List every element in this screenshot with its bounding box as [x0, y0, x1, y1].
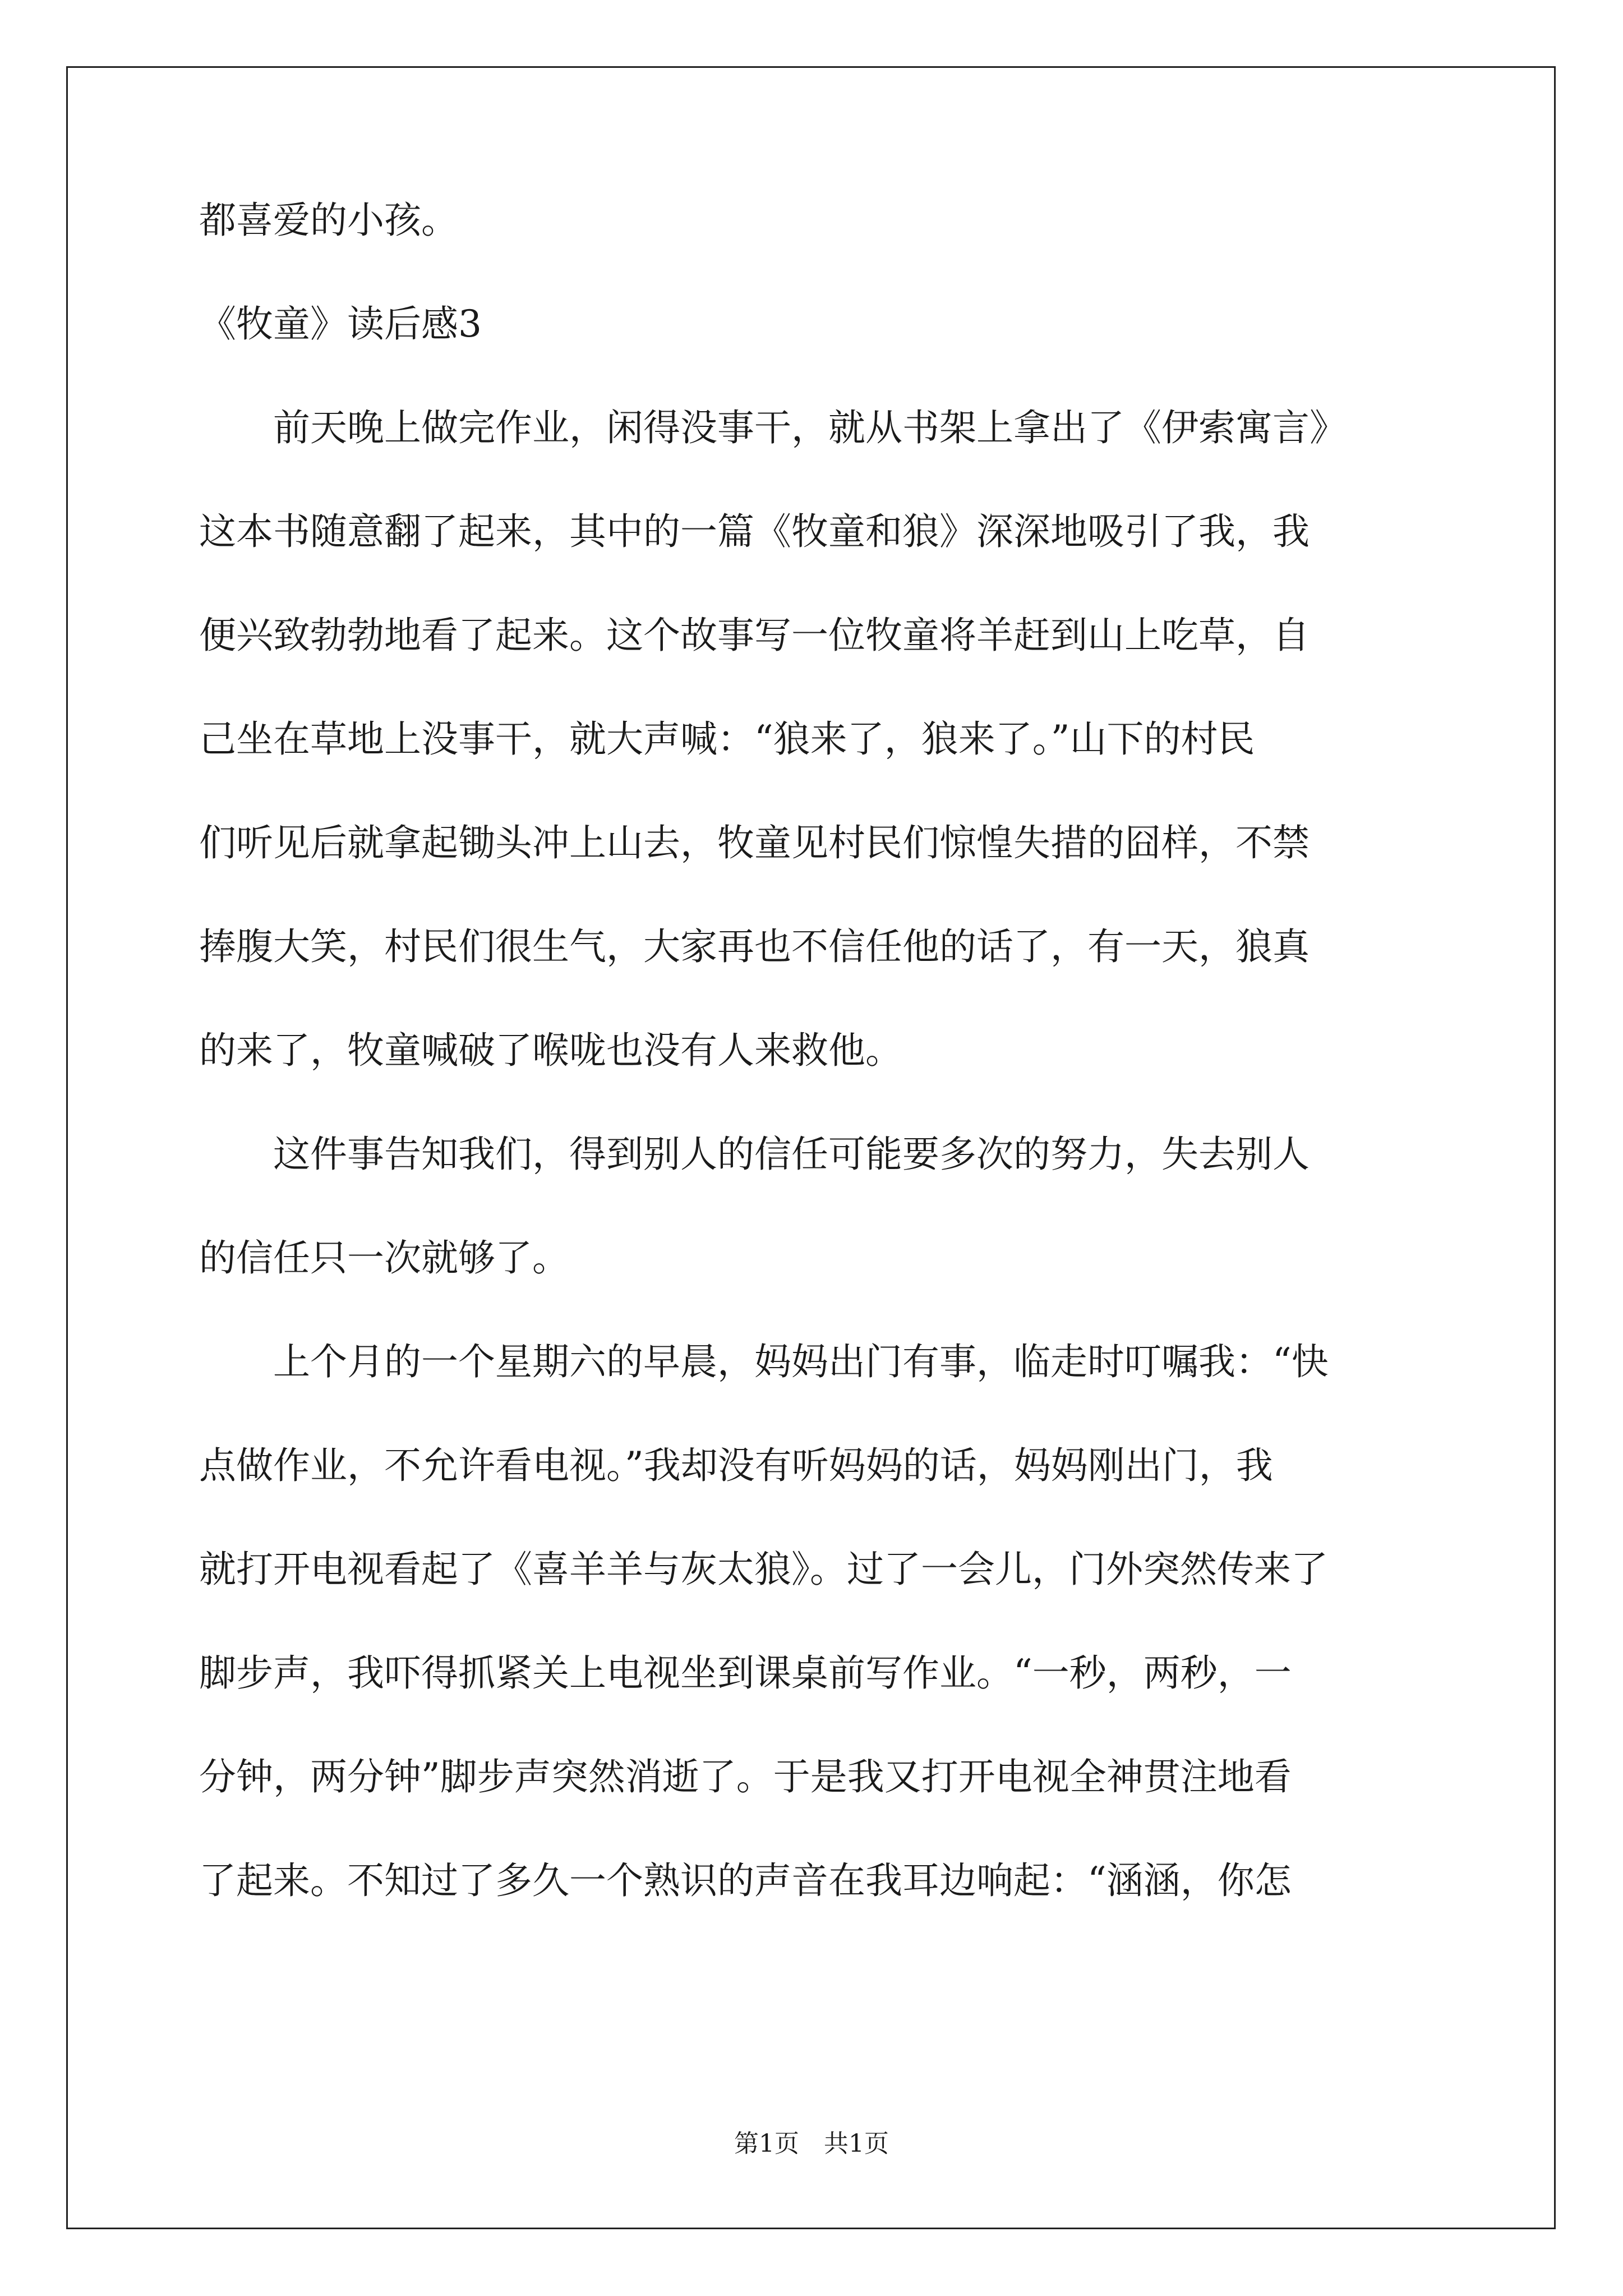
text-line: 点做作业，不允许看电视。”我却没有听妈妈的话，妈妈刚出门，我	[199, 1444, 1273, 1487]
text-line: 的来了，牧童喊破了喉咙也没有人来救他。	[199, 1029, 902, 1072]
text-line: 前天晚上做完作业，闲得没事干，就从书架上拿出了《伊索寓言》	[199, 406, 1347, 449]
text-line: 了起来。不知过了多久一个熟识的声音在我耳边响起：“涵涵，你怎	[199, 1859, 1292, 1902]
text-line: 脚步声，我吓得抓紧关上电视坐到课桌前写作业。“一秒，两秒，一	[199, 1651, 1292, 1695]
text-line: 的信任只一次就够了。	[199, 1236, 569, 1280]
text-line: 这本书随意翻了起来，其中的一篇《牧童和狼》深深地吸引了我，我	[199, 510, 1310, 553]
text-line: 上个月的一个星期六的早晨，妈妈出门有事，临走时叮嘱我：“快	[199, 1340, 1329, 1383]
text-line: 己坐在草地上没事干，就大声喊：“狼来了，狼来了。”山下的村民	[199, 717, 1255, 761]
text-line: 们听见后就拿起锄头冲上山去，牧童见村民们惊惶失措的囧样，不禁	[199, 821, 1310, 864]
text-line: 就打开电视看起了《喜羊羊与灰太狼》。过了一会儿，门外突然传来了	[199, 1548, 1328, 1591]
section-heading: 《牧童》读后感3	[199, 302, 482, 346]
text-line: 分钟，两分钟”脚步声突然消逝了。于是我又打开电视全神贯注地看	[199, 1755, 1292, 1798]
text-line: 这件事告知我们，得到别人的信任可能要多次的努力，失去别人	[199, 1133, 1310, 1176]
text-line: 便兴致勃勃地看了起来。这个故事写一位牧童将羊赶到山上吃草，自	[199, 614, 1310, 657]
page-footer: 第1页 共1页	[734, 2129, 889, 2158]
text-line: 都喜爱的小孩。	[199, 199, 458, 242]
text-line: 捧腹大笑，村民们很生气，大家再也不信任他的话了，有一天，狼真	[199, 925, 1310, 968]
